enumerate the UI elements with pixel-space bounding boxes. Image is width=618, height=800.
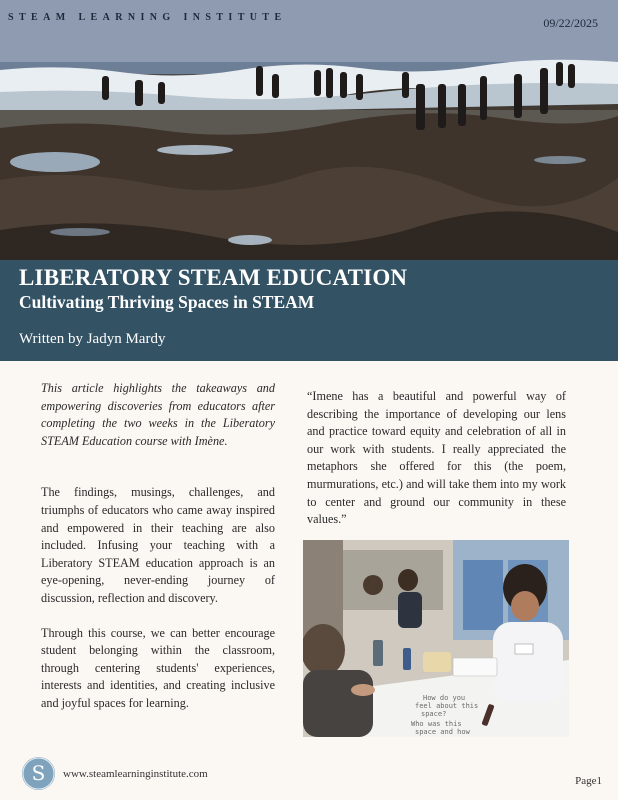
website-link[interactable]: www.steamlearninginstitute.com [63, 768, 208, 780]
right-column [307, 388, 566, 529]
body-paragraph-2: Through this course, we can better encourage student belonging within the classroom, through centering students' experiences, interests and identities, and creating inclusive and joyful spaces for learning. [41, 625, 275, 710]
left-column [41, 380, 275, 713]
institute-logo [22, 757, 55, 790]
page-number: Page1 [575, 775, 602, 787]
classroom-photo-illustration [303, 540, 569, 737]
publish-date: 09/22/2025 [543, 16, 598, 30]
intro-paragraph: This article highlights the takeaways and empowering discoveries from educators after completing the two weeks in the Liberatory STEAM Education course with Imène. [41, 381, 275, 448]
whiteboard-text-5: space and how [415, 728, 470, 736]
testimonial-quote: “Imene has a beautiful and powerful way of describing the importance of developing our lens and practice toward equity and celebration of all in our work with students. I really appreciated the metaphors she offered for this (the poem, murmurations, etc.) and will take them into my work to center and ground our community in these values.” [307, 389, 566, 527]
article-title: LIBERATORY STEAM EDUCATION [19, 265, 408, 290]
article-subtitle: Cultivating Thriving Spaces in STEAM [19, 292, 315, 312]
logo-s-icon [22, 757, 55, 790]
whiteboard-text-1: How do you [423, 694, 466, 702]
whiteboard-text-2: feel about this [415, 702, 479, 710]
whiteboard-text-4: Who was this [411, 720, 462, 728]
article-author: Written by Jadyn Mardy [19, 331, 166, 347]
svg-text:S: S [31, 761, 46, 785]
classroom-photo [303, 540, 569, 737]
whiteboard-text-3: space? [421, 710, 447, 718]
body-paragraph-1: The findings, musings, challenges, and triumphs of educators who came away inspired and empowered in their teaching are also included. Infusing your teaching with a Liberatory STEAM education approach is an eye-opening, never-ending journey of discussion, reflection and discovery. [41, 485, 275, 605]
brand-wordmark: STEAM LEARNING INSTITUTE [8, 12, 287, 23]
